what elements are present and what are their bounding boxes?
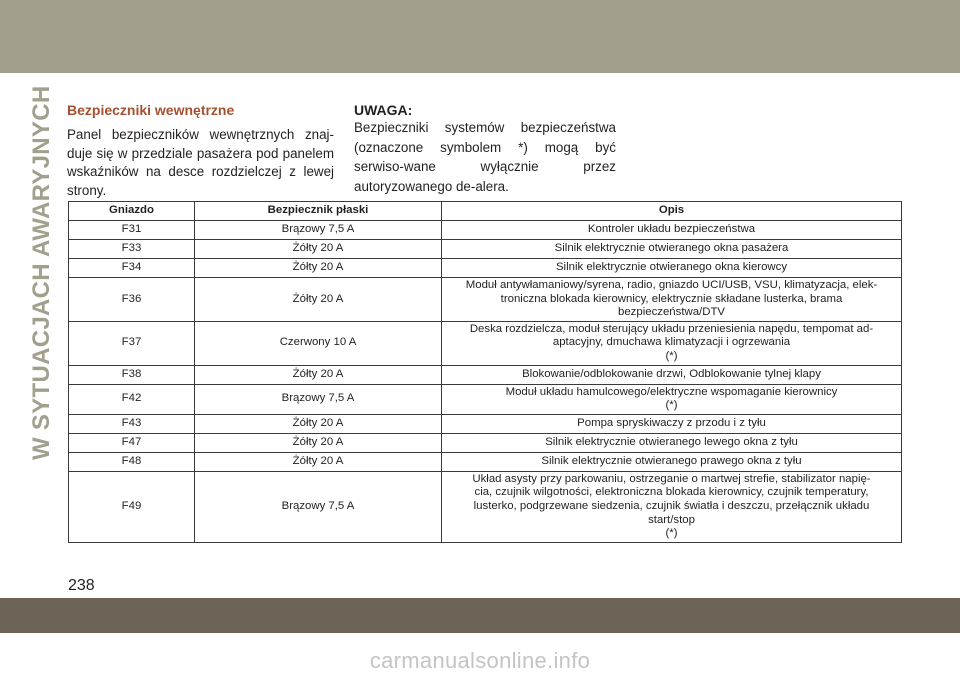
cell-bezpiecznik: Brązowy 7,5 A [195,471,442,542]
fuse-table [68,201,902,543]
fuse-table-body [69,221,902,543]
opis-line: Moduł antywłamaniowy/syrena, radio, gniazdo UCI/USB, VSU, klimatyzacja, elek- [465,279,878,291]
cell-opis [442,321,902,365]
cell-bezpiecznik: Brązowy 7,5 A [195,384,442,414]
opis-line: Moduł układu hamulcowego/elektryczne wspomaganie kierownicy [505,385,838,398]
page-number: 238 [68,577,95,594]
cell-gniazdo: F43 [69,414,195,433]
cell-bezpiecznik: Żółty 20 A [195,433,442,452]
table-row [69,384,902,414]
opis-line: cia, czujnik wilgotności, elektroniczna blokada kierownicy, czujnik temperatury, [474,486,869,499]
section-title: Bezpieczniki wewnętrzne [67,102,235,118]
cell-opis [442,414,902,433]
cell-bezpiecznik: Czerwony 10 A [195,321,442,365]
cell-bezpiecznik: Żółty 20 A [195,278,442,322]
cell-gniazdo: F38 [69,365,195,384]
note-body: Bezpieczniki systemów bezpieczeństwa (oznaczone symbolem *) mogą być serwiso-wane wyłącznie przez autoryzowanego de-alera. [354,120,616,194]
table-row [69,259,902,278]
opis-line: Pompa spryskiwaczy z przodu i z tyłu [577,416,766,429]
opis-line: troniczna blokada kierownicy, elektrycznie składane lusterka, brama [500,292,843,305]
cell-gniazdo: F36 [69,278,195,322]
cell-opis [442,452,902,471]
opis-line: (*) [665,349,678,362]
table-row [69,471,902,542]
opis-line: Blokowanie/odblokowanie drzwi, Odblokowanie tylnej klapy [522,367,821,380]
cell-opis [442,471,902,542]
watermark: carmanualsonline.info [369,648,591,673]
cell-bezpiecznik: Żółty 20 A [195,259,442,278]
cell-gniazdo: F37 [69,321,195,365]
opis-line: lusterko, podgrzewane siedzenia, czujnik światła i deszczu, przełącznik układu [473,499,870,512]
cell-gniazdo: F48 [69,452,195,471]
cell-gniazdo: F49 [69,471,195,542]
opis-line: Silnik elektrycznie otwieranego okna pasażera [554,242,789,255]
cell-bezpiecznik: Żółty 20 A [195,414,442,433]
cell-bezpiecznik: Żółty 20 A [195,365,442,384]
fuse-table-header-row [69,202,902,221]
header-opis: Opis [442,202,902,221]
table-row [69,278,902,322]
opis-line: Silnik elektrycznie otwieranego prawego okna z tyłu [541,454,802,467]
table-row [69,240,902,259]
cell-opis [442,240,902,259]
opis-line: Układ asysty przy parkowaniu, ostrzeganie o martwej strefie, stabilizator napię- [472,472,871,485]
cell-opis [442,365,902,384]
table-row [69,221,902,240]
cell-opis [442,384,902,414]
cell-gniazdo: F47 [69,433,195,452]
opis-line: (*) [665,399,678,412]
cell-gniazdo: F33 [69,240,195,259]
cell-bezpiecznik: Żółty 20 A [195,452,442,471]
table-row [69,321,902,365]
opis-line: Deska rozdzielcza, moduł sterujący układu przeniesienia napędu, tempomat ad- [469,322,874,335]
cell-gniazdo: F42 [69,384,195,414]
header-bezpiecznik: Bezpiecznik płaski [195,202,442,221]
cell-bezpiecznik: Brązowy 7,5 A [195,221,442,240]
cell-opis [442,433,902,452]
opis-line: Silnik elektrycznie otwieranego lewego okna z tyłu [545,435,798,448]
opis-line: start/stop [648,513,695,526]
opis-line: bezpieczeństwa/DTV [618,306,725,319]
table-row [69,433,902,452]
bottom-band [0,598,960,633]
cell-bezpiecznik: Żółty 20 A [195,240,442,259]
opis-line: Silnik elektrycznie otwieranego okna kierowcy [555,261,788,274]
intro-paragraph: Panel bezpieczników wewnętrznych znaj-duje się w przedziale pasażera pod panelem wskaźników na desce rozdzielczej z lewej strony. [67,127,334,198]
table-row [69,365,902,384]
cell-gniazdo: F34 [69,259,195,278]
cell-opis [442,221,902,240]
cell-opis [442,278,902,322]
top-band [0,0,960,73]
opis-line: Kontroler układu bezpieczeństwa [587,223,756,236]
opis-line: aptacyjny, dmuchawa klimatyzacji i ogrzewania [552,336,791,349]
cell-opis [442,259,902,278]
opis-line: (*) [665,527,678,540]
table-row [69,452,902,471]
cell-gniazdo: F31 [69,221,195,240]
note-heading: UWAGA: [354,102,413,118]
table-row [69,414,902,433]
chapter-side-title: W SYTUACJACH AWARYJNYCH [28,85,55,460]
header-gniazdo: Gniazdo [69,202,195,221]
